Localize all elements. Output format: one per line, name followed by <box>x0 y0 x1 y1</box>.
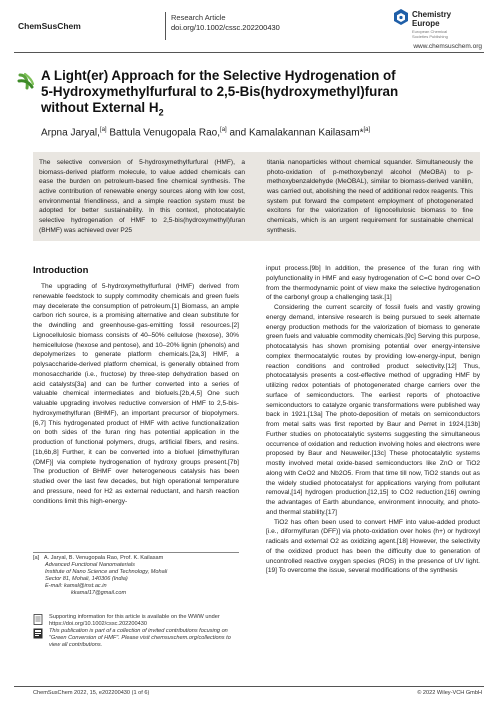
intro-paragraph-1 <box>33 282 239 506</box>
intro-paragraph-3 <box>266 518 480 577</box>
collection-text[interactable]: This publication is part of a collection of invited contributions focusing on "Green Conversion of HMF". Please visit chemsuschem.org/collections to view all contributions. <box>49 628 231 648</box>
footer-citation: ChemSusChem 2022, 15, e202200430 (1 of 6) <box>33 690 150 696</box>
author-3[interactable]: and Kamalakannan Kailasam* <box>226 127 364 139</box>
intro-paragraph-2 <box>266 303 480 518</box>
collection-footnote <box>33 628 239 649</box>
journal-name: ChemSusChem <box>18 21 81 31</box>
supporting-info-footnote <box>33 614 239 628</box>
author-2[interactable]: Battula Venugopala Rao, <box>106 127 221 139</box>
title-subscript: 2 <box>158 107 164 118</box>
logo-text-europe: Europe <box>412 19 440 28</box>
header-rule <box>14 52 484 53</box>
logo-text-societies: European Chemical <box>412 29 448 34</box>
footnote-dept: Advanced Functional Nanomaterials <box>45 562 135 568</box>
intro-paragraph-3-text: TiO2 has often been used to convert HMF into value-added product [i.e., diformylfuran (DFF)] via photo-oxidation over holes (h+) or hydroxyl radicals and external O2 as oxidizing agent.[18] However, the selectivity of the oxidized product has been the difficulty due to generation of uncontrolled reactive oxygen species (ROS) in the presence of UV light.[19] To overcome the issue, several modifications of the synthesis <box>266 518 480 575</box>
footnote-label: [a] <box>33 555 40 561</box>
footnote-authors: A. Jaryal, B. Venugopala Rao, Prof. K. Kailasam <box>43 555 164 561</box>
hexagon-logo-icon <box>393 8 409 28</box>
title-line-3-text: without External H <box>41 100 159 115</box>
intro-paragraph-1-cont: input process.[9b] In addition, the presence of the furan ring with polyfunctionality in HMF and easy hydrogenation of C=C bond over C=O from the thermodynamic point of view make the selective hydrogenation of the carbonyl group a challenging task.[1] <box>266 265 480 302</box>
article-type: Research Article <box>171 13 226 22</box>
open-access-icon <box>16 72 36 92</box>
publisher-logo[interactable] <box>393 8 488 42</box>
header-divider <box>165 12 166 40</box>
intro-paragraph-2-text: Considering the current scarcity of fossil fuels and vastly growing energy demand, intensive research is being pursued to seek alternate energy production methods for the valorization of biomass to generate green fuels and valuable commodity chemicals.[9c] Serving this purpose, photocatalysis has shown promising potential over energy-intensive complex thermocatalytic routes by providing low-energy-input, benign reaction conditions and controlled product selectivity.[12] Thus, photocatalysis presents a cost-effective method of upgrading HMF by utilizing redox potentials of photogenerated charge carriers over the surface of semiconductors. The earliest reports of photoactive semiconductors to catalyze organic transformations were published way back in 1921.[13a] The photo-deposition of metals on semiconductors from metal salts was first reported by Baur and Perret in 1924.[13b] Further studies on photocatalytic systems suggesting the simultaneous occurrence of oxidation and reduction involving holes and electrons were proposed by Baur and Neuweiler.[13c] These photocatalytic systems mostly involved metal oxide-based semiconductors like ZnO or TiO2 along with CeO2 and Nb2O5. From that time till now, TiO2 stands out as the widely studied photocatalyst for applications varying from pollutant removal,[14] hydrogen production,[12,15] to CO2 reduction,[16] owning the advantages of Earth abundance, environment innocuity, and photo- and thermal stability.[17] <box>266 304 480 516</box>
footnote-institute: Institute of Nano Science and Technology, Mohali <box>45 569 168 575</box>
author-1-aff: [a] <box>99 127 107 133</box>
author-1[interactable]: Arpna Jaryal, <box>41 127 100 139</box>
body-left-column <box>33 282 239 506</box>
collection-icon <box>33 628 43 639</box>
abstract-right-column: titania nanoparticles without chemical squander. Simultaneously the photo-oxidation of p-methoxybenzyl alcohol (MeOBA) to p-methoxybenzaldehyde (MeOBAL), similar to biomass-derived vanillin, was carried out, abolishing the need of additional redox reagents. This system put forward the competent employment of photogenerated excitons for the valorization of lignocellulosic biomass to fine chemicals, which is an urgent requirement for sustainable chemical synthesis. <box>267 159 473 234</box>
footnote-authors-line <box>33 555 167 562</box>
logo-text-publishing: Societies Publishing <box>412 34 448 39</box>
footnote-email-1[interactable]: E-mail: kamal@inst.ac.in <box>45 583 107 589</box>
section-heading-introduction: Introduction <box>33 265 89 276</box>
title-line-3 <box>41 100 481 121</box>
footer-rule <box>14 686 484 687</box>
body-right-column <box>266 264 480 576</box>
abstract-box <box>33 152 480 241</box>
author-2-aff: [a] <box>220 127 227 133</box>
article-title <box>41 68 481 121</box>
document-icon <box>33 614 43 625</box>
footnote-address: Sector 81, Mohali, 140306 (India) <box>45 576 128 582</box>
supporting-info-text[interactable]: Supporting information for this article is available on the WWW under https://doi.org/10.1002/cssc.202200430 <box>49 614 220 627</box>
journal-website[interactable]: www.chemsuschem.org <box>413 43 482 50</box>
footnote-email-2[interactable]: kkamal17@gmail.com <box>71 590 127 596</box>
page-header <box>0 0 496 40</box>
doi-link[interactable]: doi.org/10.1002/cssc.202200430 <box>171 23 280 32</box>
logo-text-chemistry: Chemistry <box>412 10 452 19</box>
footnote-rule <box>33 552 239 553</box>
title-line-1: A Light(er) Approach for the Selective Hydrogenation of <box>41 68 396 83</box>
footer-copyright: © 2022 Wiley-VCH GmbH <box>417 690 482 696</box>
abstract-left-column: The selective conversion of 5-hydroxymethylfurfural (HMF), a biomass-derived platform molecule, to value added chemicals can ease the burden on petroleum-based fine chemical synthesis. The active contribution of renewable energy sources along with low cost, environmental friendliness, and a simple reaction system must be adopted for better sustainability. In this context, photocatalytic selective hydrogenation of HMF to 2,5-bis(hydroxymethyl)furan (BHMF) was achieved over P25 <box>39 159 245 234</box>
affiliation-footnote <box>33 555 167 597</box>
intro-paragraph-1-text: The upgrading of 5-hydroxymethylfurfural (HMF) derived from renewable feedstock to supply commodity chemicals and green fuels may decelerate the consumption of petroleum.[1] Biomass, an ample carbon rich source, is a promising alternative and clean substitute for the dwindling and greenhouse-gas-emitting fossil resources.[2] Lignocellulosic biomass consists of 40–50% cellulose (hexose), 30% hemicellulose (hexose and pentose), and 10–20% lignin (phenols) and depolymerizes to generate platform chemicals.[2a,3] HMF, a polysaccharide-derived platform chemical, is generally obtained from monosaccharide (i.e., fructose) by three-step dehydration based on acid catalysts[3a] and can be further converted into a series of valuable chemical intermediates and biofuels.[2b,4,5] One such valuable upgrading involves reductive conversion of HMF to 2,5-bis-hydroxymethylfuran (BHMF), an important precursor of biopolymers.[6,7] This hydrogenated product of HMF with active functionalization on both sides of the furan ring has potential application in the production of functional polymers, drugs, artificial fibers, and resins.[1b,6b,8] Further, it can be converted into a biofuel [dimethylfuran (DMF)] via complete hydrogenation of hydroxy groups present.[7b] The production of BHMF over heterogeneous catalysis has been studied over the last few decades, but high operational temperature and pressure, need for H2 as external reductant, and harsh reaction conditions limit this high-energy- <box>33 283 239 505</box>
author-3-aff: [a] <box>363 127 371 133</box>
title-line-2: 5-Hydroxymethylfurfural to 2,5-Bis(hydroxymethyl)furan <box>41 84 399 99</box>
author-list <box>41 127 370 138</box>
